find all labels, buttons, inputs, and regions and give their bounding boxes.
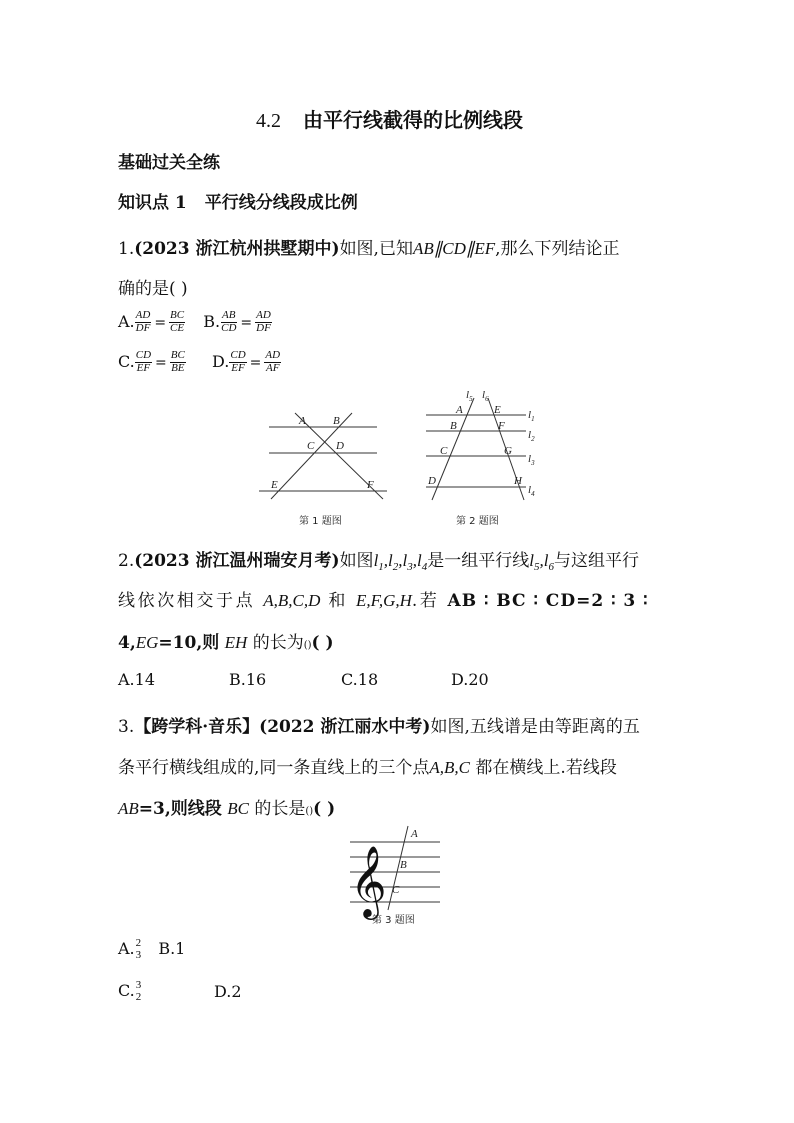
fraction-denominator: AF — [266, 361, 280, 374]
q3-option-a[interactable] — [118, 937, 142, 961]
q3-option-b[interactable]: B.1 — [158, 939, 186, 959]
equals-sign: = — [240, 314, 253, 331]
q3-option-c-label: C. — [118, 981, 135, 1001]
fraction-numerator: AD — [256, 309, 271, 321]
q1-d-right-fraction — [264, 350, 281, 374]
q3-option-row1 — [118, 938, 185, 961]
equals-sign: = — [155, 354, 167, 371]
label-b: B — [333, 415, 340, 427]
label-f: F — [498, 420, 505, 432]
label-a: A — [299, 415, 306, 427]
q3-line2-text-b: 都在横线上.若线段 — [475, 758, 617, 778]
q3-option-a-fraction — [135, 938, 143, 961]
q2-points-abcd: A,B,C,D — [263, 591, 321, 610]
q3-option-a-label: A. — [118, 939, 135, 959]
label-e: E — [494, 404, 501, 416]
q3-stem-line2 — [118, 753, 617, 778]
label-d: D — [428, 475, 436, 487]
q2-source: (2023 浙江温州瑞安月考) — [134, 551, 340, 571]
q3-ab: AB — [118, 799, 139, 818]
label-h: H — [514, 475, 522, 487]
q1-option-c-label: C. — [118, 351, 135, 371]
q3-tag: 【跨学科·音乐】 — [134, 717, 260, 737]
q2-option-c[interactable]: C.18 — [341, 670, 379, 689]
q1-b-left-fraction — [220, 310, 237, 334]
knowledge-point-label: 知识点 1 — [118, 193, 187, 213]
figure-2-caption: 第 2 题图 — [456, 516, 499, 527]
q1-option-row1 — [118, 310, 272, 334]
figure-3-caption: 第 3 题图 — [372, 915, 415, 926]
q3-bc: BC — [227, 799, 249, 818]
label-g: G — [504, 445, 512, 457]
q3-number: 3. — [118, 717, 135, 737]
q2-stem-line3 — [118, 628, 334, 653]
q1-source: (2023 浙江杭州拱墅期中) — [134, 239, 340, 259]
q1-stem-line2: 确的是( ) — [118, 279, 188, 299]
fraction-numerator: 2 — [135, 937, 142, 949]
q1-option-b-label: B. — [203, 311, 221, 331]
q2-stem-text-a: 如图 — [339, 551, 374, 571]
q3-points-abc: A,B,C — [429, 758, 471, 777]
q2-option-b[interactable]: B.16 — [229, 670, 267, 689]
q2-lines-l1-l4: $l_1,l_2,l_3,l_4$ — [373, 551, 428, 573]
label-c: C — [307, 440, 315, 452]
label-c: C — [392, 884, 400, 896]
q3-answer-paren: ( ) — [313, 799, 336, 819]
q1-c-left-fraction — [135, 350, 152, 374]
fraction-denominator: EF — [231, 361, 245, 374]
fraction-numerator: AD — [265, 349, 281, 361]
q1-stem-text-b: ,那么下列结论正 — [495, 239, 620, 259]
fraction-denominator: DF — [135, 321, 151, 334]
q3-tiny-parens: () — [305, 806, 314, 817]
q1-option-a[interactable] — [118, 309, 190, 334]
label-b: B — [400, 859, 407, 871]
q3-option-c[interactable] — [118, 980, 142, 1003]
q1-option-d-label: D. — [212, 351, 230, 371]
q1-c-right-fraction — [170, 350, 186, 374]
fraction-denominator: 3 — [135, 948, 142, 961]
q2-option-a[interactable]: A.14 — [118, 670, 155, 689]
q2-eg: EG — [135, 633, 159, 652]
line-label-l2: $l_2$ — [528, 429, 535, 443]
q2-line3-text-a: 4, — [118, 633, 136, 653]
q2-line3-text-b: =10,则 — [158, 633, 220, 653]
q2-stem-line1 — [118, 546, 639, 573]
q1-a-left-fraction — [135, 310, 152, 334]
q1-option-c[interactable] — [118, 349, 191, 374]
fraction-denominator: CD — [221, 321, 237, 334]
fraction-numerator: 3 — [135, 979, 142, 991]
q3-line2-text-a: 条平行横线组成的,同一条直线上的三个点 — [118, 758, 430, 778]
label-b: B — [450, 420, 457, 432]
label-a: A — [456, 404, 463, 416]
q1-a-right-fraction — [169, 310, 185, 334]
figure-2 — [418, 390, 548, 530]
knowledge-point-text: 平行线分线段成比例 — [204, 193, 358, 213]
q1-option-a-label: A. — [118, 311, 135, 331]
q2-answer-paren: ( ) — [311, 633, 334, 653]
q2-line2-text-b: .若 — [411, 591, 440, 611]
q1-stem-text-a: 如图,已知 — [339, 239, 413, 259]
line-label-l3: $l_3$ — [528, 453, 535, 467]
q1-number: 1. — [118, 239, 135, 259]
equals-sign: = — [249, 354, 262, 371]
equals-sign: = — [154, 314, 167, 331]
q1-stem-math: AB∥CD∥EF — [412, 239, 496, 258]
transversal-l5 — [432, 398, 474, 500]
title-number: 4.2 — [256, 110, 281, 132]
q2-stem-line2 — [118, 586, 649, 611]
label-a: A — [411, 828, 418, 840]
line-label-l5: $l_5$ — [466, 390, 473, 403]
q3-option-d[interactable]: D.2 — [214, 982, 242, 1001]
q2-eh: EH — [224, 633, 248, 652]
q2-line2-text-a: 线依次相交于点 — [118, 591, 256, 611]
fraction-denominator: 2 — [135, 990, 142, 1003]
title-text: 由平行线截得的比例线段 — [303, 108, 523, 132]
fraction-numerator: BC — [170, 309, 185, 321]
q3-stem-text-a: 如图,五线谱是由等距离的五 — [430, 717, 640, 737]
figure-3 — [340, 822, 450, 932]
page-title — [256, 104, 523, 133]
q3-line3-text-a: =3,则线段 — [138, 799, 222, 819]
q2-and: 和 — [328, 591, 348, 611]
fraction-numerator: AB — [222, 309, 236, 321]
label-f: F — [367, 479, 374, 491]
q1-option-d[interactable] — [212, 349, 281, 374]
treble-clef-icon: 𝄞 — [350, 844, 387, 917]
label-d: D — [336, 440, 344, 452]
q3-stem-line3 — [118, 794, 335, 819]
fraction-numerator: AD — [135, 309, 151, 321]
fraction-denominator: CE — [170, 321, 185, 334]
q3-line3-text-b: 的长是 — [254, 799, 306, 819]
figure-1 — [255, 405, 395, 530]
q2-stem-text-c: 与这组平行 — [553, 551, 639, 571]
q2-number: 2. — [118, 551, 135, 571]
q2-tiny-parens: () — [303, 640, 312, 651]
fraction-denominator: EF — [136, 361, 151, 374]
q3-stem-line1 — [118, 712, 640, 737]
section-heading: 基础过关全练 — [118, 153, 220, 173]
q2-stem-text-b: 是一组平行线 — [427, 551, 530, 571]
q1-d-left-fraction — [229, 350, 246, 374]
knowledge-point-heading — [118, 188, 358, 213]
q1-b-right-fraction — [255, 310, 272, 334]
q1-option-row2 — [118, 350, 281, 374]
q3-source: (2022 浙江丽水中考) — [259, 717, 431, 737]
label-e: E — [271, 479, 278, 491]
q2-points-efgh: E,F,G,H — [356, 591, 412, 610]
transversal-be — [271, 413, 352, 499]
q3-option-c-fraction — [135, 980, 143, 1003]
figure-1-caption: 第 1 题图 — [299, 516, 342, 527]
fraction-numerator: CD — [230, 349, 246, 361]
line-label-l4: $l_4$ — [528, 484, 535, 498]
fraction-denominator: DF — [256, 321, 271, 334]
q2-lines-l5-l6: $l_5,l_6$ — [529, 551, 554, 573]
fraction-denominator: BE — [171, 361, 185, 374]
fraction-numerator: BC — [170, 349, 185, 361]
q1-option-b[interactable] — [203, 309, 272, 334]
line-label-l1: $l_1$ — [528, 409, 535, 423]
line-label-l6: $l_6$ — [482, 390, 489, 403]
label-c: C — [440, 445, 448, 457]
q1-stem-line1 — [118, 234, 620, 259]
q2-line3-text-c: 的长为 — [252, 633, 304, 653]
q2-option-d[interactable]: D.20 — [451, 670, 489, 689]
q2-ratio: AB ∶ BC ∶ CD=2 ∶ 3 ∶ — [447, 591, 649, 611]
fraction-numerator: CD — [135, 349, 152, 361]
